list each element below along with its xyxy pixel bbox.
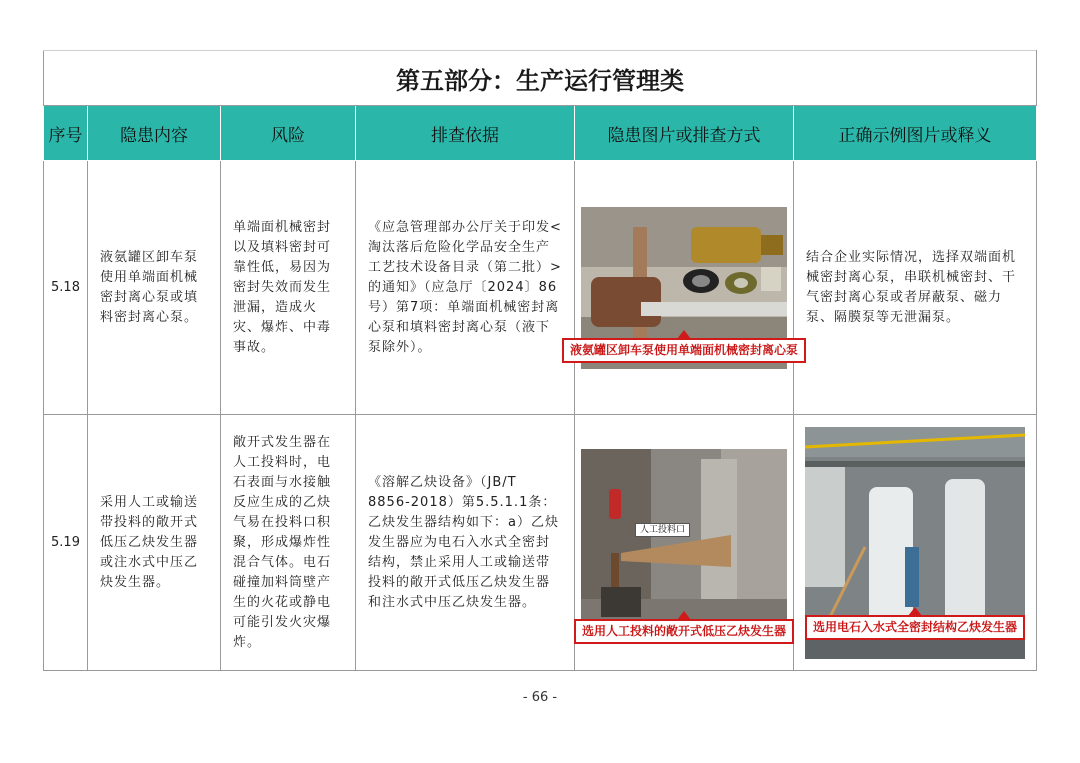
header-basis: 排查依据	[356, 106, 575, 161]
hazard-image-cell	[575, 415, 794, 671]
risk-text: 单端面机械密封以及填料密封可靠性低，易因为密封失效而发生泄漏，造成火灾、爆炸、中毒事故。	[221, 161, 356, 415]
correct-caption: 选用电石入水式全密封结构乙炔发生器	[805, 615, 1025, 640]
header-correct-example: 正确示例图片或释义	[794, 106, 1037, 161]
hazard-text: 采用人工或输送带投料的敞开式低压乙炔发生器或注水式中压乙炔发生器。	[88, 415, 221, 671]
generator-photo-illustration	[581, 449, 787, 637]
section-title: 第五部分：生产运行管理类	[44, 51, 1037, 106]
hazard-table	[43, 50, 1037, 671]
generator-photo	[581, 449, 787, 637]
row-number: 5.18	[44, 161, 88, 415]
correct-image-cell	[794, 415, 1037, 671]
hazard-caption: 选用人工投料的敞开式低压乙炔发生器	[574, 619, 794, 644]
header-hazard-image: 隐患图片或排查方式	[575, 106, 794, 161]
header-index: 序号	[44, 106, 88, 161]
page-number: - 66 -	[522, 690, 558, 705]
table-row	[44, 161, 1037, 415]
hazard-text: 液氨罐区卸车泵使用单端面机械密封离心泵或填料密封离心泵。	[88, 161, 221, 415]
risk-text: 敞开式发生器在人工投料时，电石表面与水接触反应生成的乙炔气易在投料口积聚，形成爆炸性混合气体。电石碰撞加料筒壁产生的火花或静电可能引发火灾爆炸。	[221, 415, 356, 671]
header-risk: 风险	[221, 106, 356, 161]
row-number: 5.19	[44, 415, 88, 671]
table-row	[44, 415, 1037, 671]
hazard-table-sheet	[43, 50, 1036, 671]
photo-sign: 人工投料口	[635, 523, 690, 537]
hazard-caption: 液氨罐区卸车泵使用单端面机械密封离心泵	[562, 338, 806, 363]
correct-text: 结合企业实际情况，选择双端面机械密封离心泵，串联机械密封、干气密封离心泵或者屏蔽泵、磁力泵、隔膜泵等无泄漏泵。	[794, 161, 1037, 415]
basis-text: 《溶解乙炔设备》（JB/T 8856-2018）第5.5.1.1条：乙炔发生器结构如下：a）乙炔发生器应为电石入水式全密封结构，禁止采用人工或输送带投料的敞开式低压乙炔发生器和注水式中压乙炔发生器。	[356, 415, 575, 671]
header-hazard: 隐患内容	[88, 106, 221, 161]
basis-text: 《应急管理部办公厅关于印发<淘汰落后危险化学品安全生产工艺技术设备目录（第二批）>的通知》（应急厅〔2024〕86号）第7项：单端面机械密封离心泵和填料密封离心泵（液下泵除外）。	[356, 161, 575, 415]
hazard-image-cell	[569, 161, 799, 415]
